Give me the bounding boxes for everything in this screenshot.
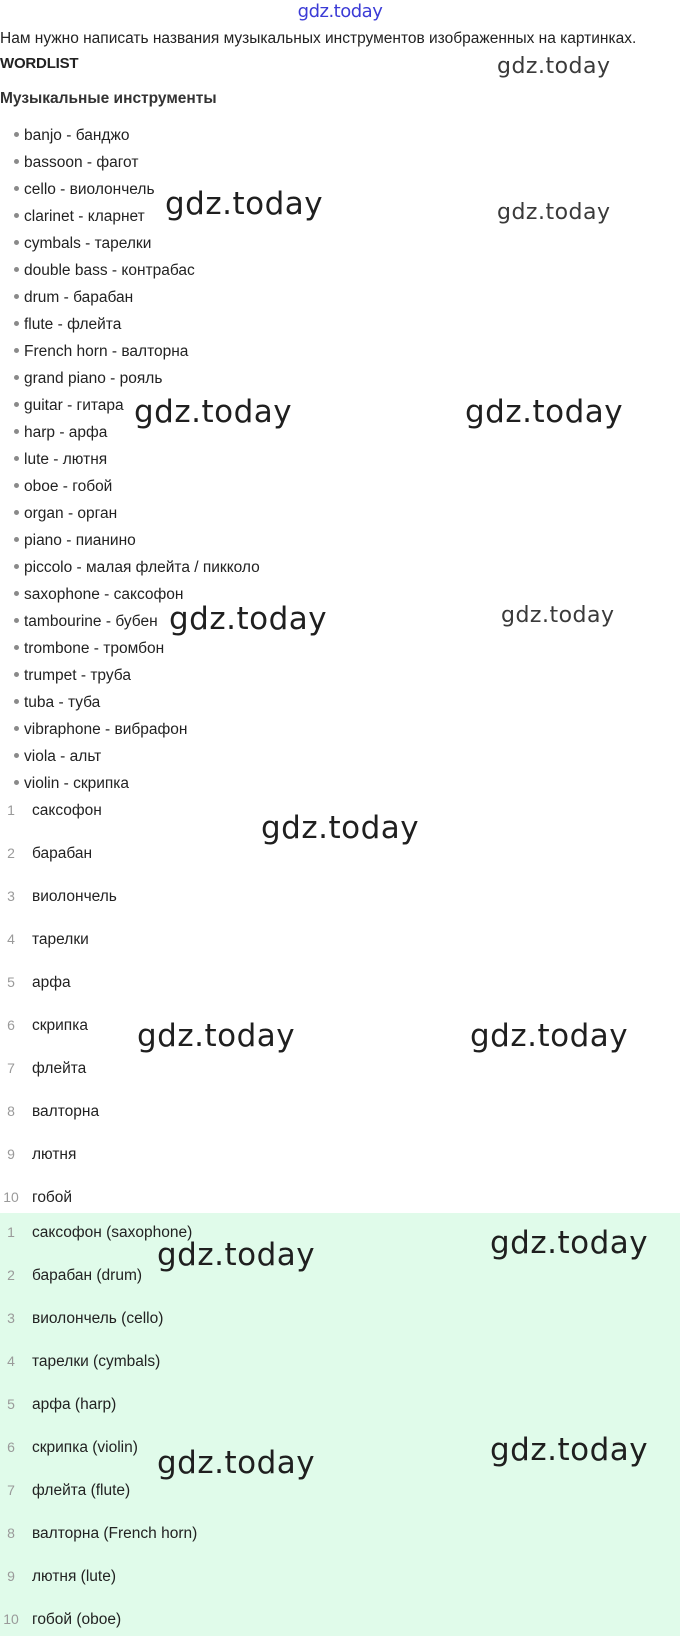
answer-text: лютня (lute) xyxy=(32,1568,117,1585)
vocabulary-item xyxy=(14,365,260,392)
item-number: 8 xyxy=(7,1103,15,1119)
question-item xyxy=(0,841,117,884)
vocabulary-item xyxy=(14,122,260,149)
vocabulary-item-text: viola - альт xyxy=(24,748,102,765)
item-number: 7 xyxy=(7,1060,15,1076)
watermark: gdz.today xyxy=(169,601,328,637)
question-item xyxy=(0,884,117,927)
vocabulary-item xyxy=(14,662,260,689)
bullet-icon xyxy=(14,726,19,731)
vocabulary-item-text: flute - флейта xyxy=(24,316,122,333)
item-number: 6 xyxy=(7,1439,15,1455)
question-text: скрипка xyxy=(32,1017,88,1034)
bullet-icon xyxy=(14,564,19,569)
item-number: 1 xyxy=(7,1224,15,1240)
vocabulary-item xyxy=(14,149,260,176)
bullet-icon xyxy=(14,483,19,488)
item-number: 3 xyxy=(7,888,15,904)
watermark: gdz.today xyxy=(490,1432,649,1468)
item-number: 2 xyxy=(7,1267,15,1283)
watermark: gdz.today xyxy=(490,1225,649,1261)
watermark: gdz.today xyxy=(137,1018,296,1054)
bullet-icon xyxy=(14,456,19,461)
item-number: 8 xyxy=(7,1525,15,1541)
vocabulary-item-text: drum - барабан xyxy=(24,289,134,306)
question-text: тарелки xyxy=(32,931,89,948)
bullet-icon xyxy=(14,591,19,596)
question-text: виолончель xyxy=(32,888,117,905)
vocabulary-item-text: lute - лютня xyxy=(24,451,108,468)
item-number: 10 xyxy=(3,1189,19,1205)
bullet-icon xyxy=(14,402,19,407)
answer-item xyxy=(0,1306,197,1349)
item-number: 7 xyxy=(7,1482,15,1498)
vocabulary-item xyxy=(14,338,260,365)
answer-text: барабан (drum) xyxy=(32,1267,143,1284)
question-item xyxy=(0,1013,117,1056)
bullet-icon xyxy=(14,618,19,623)
answer-item xyxy=(0,1392,197,1435)
vocabulary-item xyxy=(14,284,260,311)
question-item xyxy=(0,798,117,841)
vocabulary-item-text: guitar - гитара xyxy=(24,397,124,414)
item-number: 10 xyxy=(3,1611,19,1627)
bullet-icon xyxy=(14,753,19,758)
question-text: лютня xyxy=(32,1146,77,1163)
item-number: 4 xyxy=(7,931,15,947)
vocabulary-item xyxy=(14,770,260,797)
item-number: 5 xyxy=(7,974,15,990)
question-item xyxy=(0,1142,117,1185)
item-number: 3 xyxy=(7,1310,15,1326)
question-text: валторна xyxy=(32,1103,100,1120)
answer-text: виолончель (cello) xyxy=(32,1310,164,1327)
bullet-icon xyxy=(14,780,19,785)
bullet-icon xyxy=(14,321,19,326)
bullet-icon xyxy=(14,510,19,515)
wordlist-heading: WORDLIST xyxy=(0,55,79,72)
vocabulary-item-text: cymbals - тарелки xyxy=(24,235,152,252)
vocabulary-item xyxy=(14,554,260,581)
answer-text: саксофон (saxophone) xyxy=(32,1224,193,1241)
question-item xyxy=(0,1099,117,1142)
question-item xyxy=(0,927,117,970)
vocabulary-item xyxy=(14,311,260,338)
answer-item xyxy=(0,1478,197,1521)
question-text: саксофон xyxy=(32,802,102,819)
answer-list xyxy=(0,1220,197,1650)
site-logo[interactable]: gdz.today xyxy=(297,1,383,22)
answer-text: флейта (flute) xyxy=(32,1482,131,1499)
answer-text: скрипка (violin) xyxy=(32,1439,138,1456)
watermark: gdz.today xyxy=(470,1018,629,1054)
vocabulary-item-text: bassoon - фагот xyxy=(24,154,139,171)
answer-text: арфа (harp) xyxy=(32,1396,117,1413)
vocabulary-item-text: banjo - банджо xyxy=(24,127,130,144)
bullet-icon xyxy=(14,699,19,704)
vocabulary-item-text: organ - орган xyxy=(24,505,118,522)
vocabulary-item-text: trumpet - труба xyxy=(24,667,131,684)
question-item xyxy=(0,1056,117,1099)
answer-item xyxy=(0,1521,197,1564)
vocabulary-item xyxy=(14,500,260,527)
vocabulary-item-text: oboe - гобой xyxy=(24,478,113,495)
question-text: гобой xyxy=(32,1189,73,1206)
bullet-icon xyxy=(14,672,19,677)
vocabulary-item xyxy=(14,257,260,284)
bullet-icon xyxy=(14,132,19,137)
item-number: 9 xyxy=(7,1146,15,1162)
vocabulary-item xyxy=(14,446,260,473)
question-text: арфа xyxy=(32,974,71,991)
vocabulary-item-text: violin - скрипка xyxy=(24,775,130,792)
answer-item xyxy=(0,1564,197,1607)
vocabulary-item-text: tambourine - бубен xyxy=(24,613,158,630)
bullet-icon xyxy=(14,537,19,542)
vocabulary-item-text: piccolo - малая флейта / пикколо xyxy=(24,559,260,576)
vocabulary-item-text: tuba - туба xyxy=(24,694,101,711)
vocabulary-item-text: French horn - валторна xyxy=(24,343,189,360)
vocabulary-item-text: clarinet - кларнет xyxy=(24,208,145,225)
watermark: gdz.today xyxy=(157,1445,316,1481)
vocabulary-item-text: harp - арфа xyxy=(24,424,108,441)
intro-text: Нам нужно написать названия музыкальных инструментов изображенных на картинках. xyxy=(0,30,637,47)
bullet-icon xyxy=(14,348,19,353)
vocabulary-item-text: grand piano - рояль xyxy=(24,370,163,387)
answer-item xyxy=(0,1349,197,1392)
vocabulary-item-text: saxophone - саксофон xyxy=(24,586,184,603)
question-text: барабан xyxy=(32,845,93,862)
question-text: флейта xyxy=(32,1060,87,1077)
watermark: gdz.today xyxy=(157,1237,316,1273)
bullet-icon xyxy=(14,645,19,650)
question-list xyxy=(0,798,117,1228)
question-item xyxy=(0,970,117,1013)
vocabulary-list xyxy=(14,122,260,797)
watermark: gdz.today xyxy=(134,394,293,430)
item-number: 4 xyxy=(7,1353,15,1369)
vocabulary-item xyxy=(14,716,260,743)
item-number: 1 xyxy=(7,802,15,818)
bullet-icon xyxy=(14,159,19,164)
bullet-icon xyxy=(14,294,19,299)
vocabulary-item-text: double bass - контрабас xyxy=(24,262,195,279)
vocabulary-item-text: trombone - тромбон xyxy=(24,640,165,657)
bullet-icon xyxy=(14,186,19,191)
vocabulary-item-text: vibraphone - вибрафон xyxy=(24,721,188,738)
vocabulary-item xyxy=(14,689,260,716)
watermark: gdz.today xyxy=(165,186,324,222)
section-title: Музыкальные инструменты xyxy=(0,90,217,107)
item-number: 2 xyxy=(7,845,15,861)
item-number: 6 xyxy=(7,1017,15,1033)
vocabulary-item-text: cello - виолончель xyxy=(24,181,155,198)
bullet-icon xyxy=(14,267,19,272)
vocabulary-item xyxy=(14,527,260,554)
vocabulary-item xyxy=(14,743,260,770)
item-number: 5 xyxy=(7,1396,15,1412)
vocabulary-item xyxy=(14,230,260,257)
bullet-icon xyxy=(14,375,19,380)
watermark: gdz.today xyxy=(261,810,420,846)
vocabulary-item-text: piano - пианино xyxy=(24,532,136,549)
answer-text: гобой (oboe) xyxy=(32,1611,122,1628)
bullet-icon xyxy=(14,240,19,245)
bullet-icon xyxy=(14,429,19,434)
bullet-icon xyxy=(14,213,19,218)
answer-text: тарелки (cymbals) xyxy=(32,1353,161,1370)
item-number: 9 xyxy=(7,1568,15,1584)
vocabulary-item xyxy=(14,635,260,662)
watermark: gdz.today xyxy=(497,54,611,79)
vocabulary-item xyxy=(14,473,260,500)
answer-item xyxy=(0,1607,197,1650)
answer-text: валторна (French horn) xyxy=(32,1525,198,1542)
watermark: gdz.today xyxy=(501,603,615,628)
watermark: gdz.today xyxy=(497,200,611,225)
watermark: gdz.today xyxy=(465,394,624,430)
